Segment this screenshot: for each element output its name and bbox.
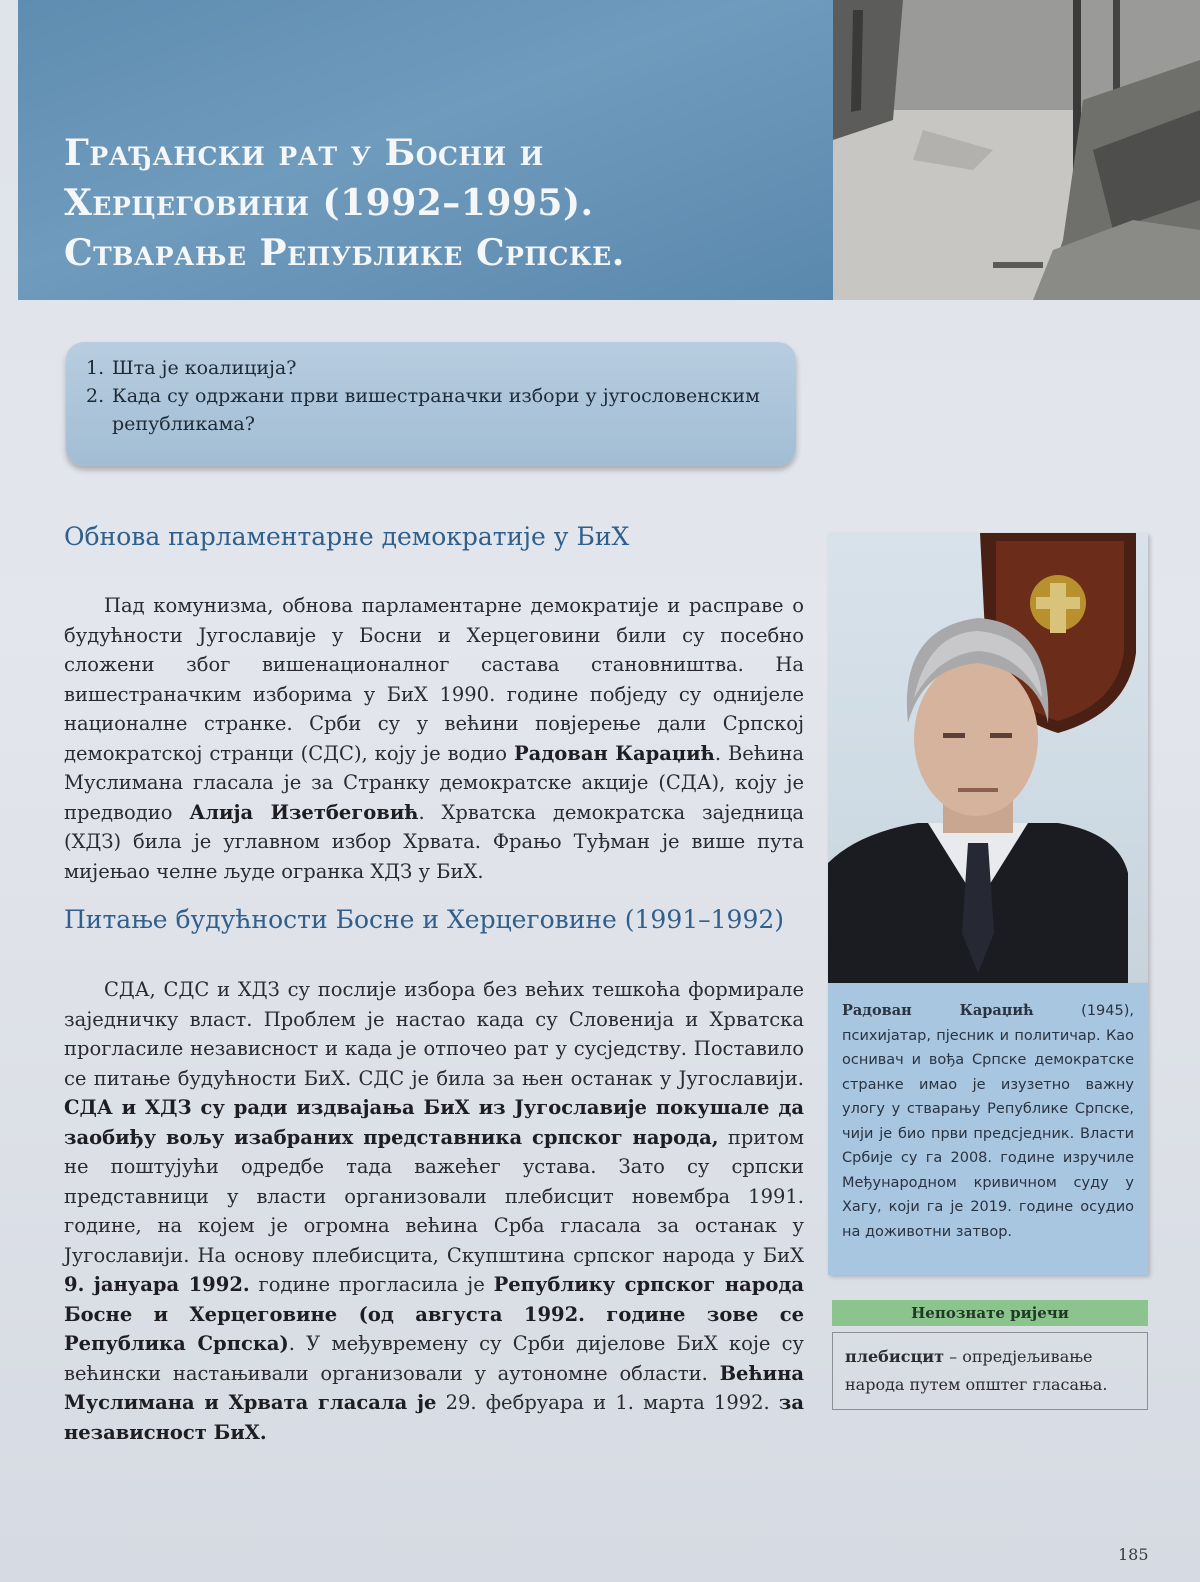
text-run: године прогласила је xyxy=(249,1273,494,1296)
glossary-box xyxy=(832,1332,1148,1410)
chapter-title-line-1: Грађански рат у Босни и xyxy=(64,132,544,174)
chapter-title-line-2: Херцеговини (1992–1995). xyxy=(64,182,594,224)
question-item xyxy=(86,382,776,438)
question-text: Шта је коалиција? xyxy=(112,357,297,379)
section-heading-democracy: Обнова парламентарне демократије у БиХ xyxy=(64,522,630,551)
text-run: Пад комунизма, обнова парламентарне демократије и расправе о будућности Југославије у Босни и Херцеговини били су посебно сложени због вишенационалног састава становништва. На вишестраначким изборима у БиХ 1990. године побједу су однијеле националне странке. Срби су у већини повјерење дали Српској демократској странци (СДС), коју је водио xyxy=(64,594,804,765)
question-text: Када су одржани први вишестраначки избори у југословенским републикама? xyxy=(112,385,760,435)
question-number: 2. xyxy=(86,385,105,407)
paragraph-democracy xyxy=(64,591,804,886)
question-list xyxy=(86,354,776,438)
page-number: 185 xyxy=(1118,1545,1149,1564)
text-run: притом не поштујући одредбе тада важећег устава. Зато су српски представници у власти организовали плебисцит новембра 1991. године, на којем је огромна већина Срба гласала за останак у Југославији. На основу плебисцита, Скупштина српског народа у БиХ xyxy=(64,1125,804,1267)
text-run: . Већина Муслимана гласала је за Странку демократске акције (СДА), коју је предводио xyxy=(64,741,805,824)
text-run: . У међувремену су Срби дијелове БиХ које су већински настањивали организовали у аутономне области. xyxy=(64,1332,804,1385)
bold-term: Радован Караџић xyxy=(513,741,715,765)
introductory-questions-box xyxy=(66,342,796,466)
header-war-photo xyxy=(833,0,1200,300)
caption-text: (1945), психијатар, пјесник и политичар. Као оснивач и вођа Српске демократске странке имао је изузетно важну улогу у стварању Републике Српске, чији је био први предсједник. Власти Србије су га 2008. године изручиле Међународном кривичном суду у Хагу, који га је 2019. године осудио на доживотни затвор. xyxy=(842,1003,1135,1240)
text-run: 29. фебруара и 1. марта 1992. xyxy=(436,1391,779,1414)
question-number: 1. xyxy=(86,357,105,379)
section-heading-future: Питање будућности Босне и Херцеговине (1991–1992) xyxy=(64,905,785,934)
portrait-illustration xyxy=(828,533,1148,983)
bold-term: Алија Изетбеговић xyxy=(189,800,419,824)
chapter-title xyxy=(64,128,784,278)
bold-term: Већина Муслимана и Хрвата гласала је xyxy=(64,1361,804,1414)
bold-term: Републику српског народа Босне и Херцеговине (од августа 1992. године зове се Република Српска) xyxy=(64,1273,804,1355)
portrait-caption xyxy=(828,983,1148,1275)
portrait-photo xyxy=(828,533,1148,983)
paragraph-future xyxy=(64,975,804,1447)
bold-term: за независност БиХ. xyxy=(64,1391,805,1444)
glossary-definition: – опредјељивање народа путем општег гласања. xyxy=(845,1347,1108,1394)
text-run: СДА, СДС и ХДЗ су послије избора без већих тешкоћа формирале заједничку власт. Проблем је настао када су Словенија и Хрватска прогласиле независност и када је отпочео рат у сусједству. Поставило се питање будућности БиХ. СДС је била за њен останак у Југославији. xyxy=(64,978,804,1090)
question-item xyxy=(86,354,776,382)
bold-term: 9. јануара 1992. xyxy=(64,1273,250,1296)
text-run: . Хрватска демократска заједница (ХДЗ) била је углавном избор Хрвата. Фрањо Туђман је више пута мијењао челне људе огранка ХДЗ у БиХ. xyxy=(64,800,804,883)
chapter-title-line-3: Стварање Републике Српске. xyxy=(64,232,625,274)
bold-term: СДА и ХДЗ су ради издвајања БиХ из Југославије покушале да заобиђу вољу изабраних представника српског народа, xyxy=(64,1096,804,1149)
war-scene-illustration xyxy=(833,0,1200,300)
glossary-heading: Непознате ријечи xyxy=(832,1300,1148,1326)
caption-name: Радован Караџић xyxy=(842,1002,1034,1019)
glossary-term: плебисцит xyxy=(845,1347,945,1366)
